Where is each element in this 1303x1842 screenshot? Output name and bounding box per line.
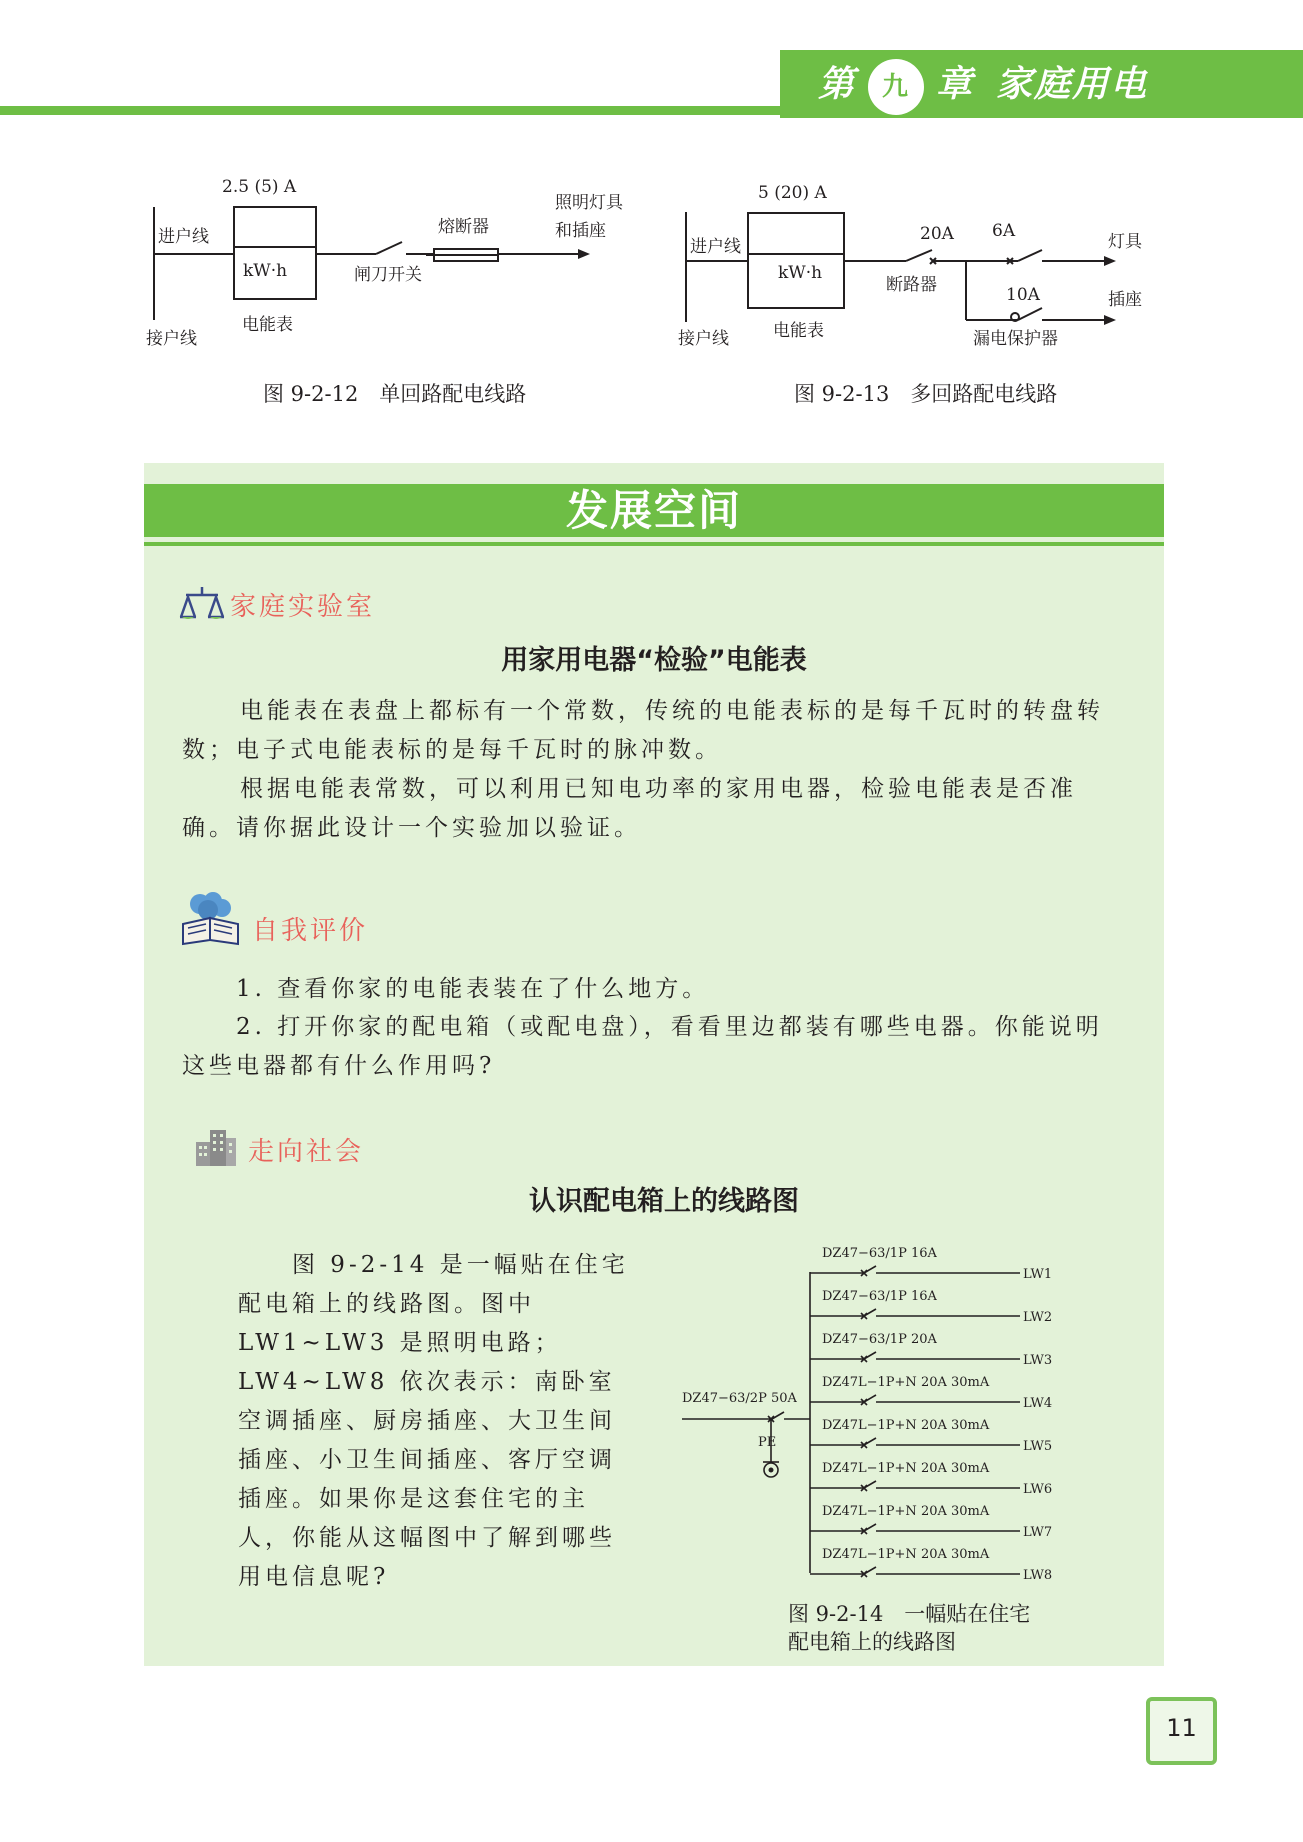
fig13-lamp-label: 灯具 <box>1108 232 1142 252</box>
fig14-branch-spec: DZ47−63/1P 20A <box>822 1332 937 1347</box>
fig13-caption: 图 9-2-13 多回路配电线路 <box>794 382 1058 406</box>
chapter-title: 家庭用电 <box>996 63 1149 105</box>
fig12-incoming-label: 进户线 <box>158 227 209 247</box>
fig12-switch-label: 闸刀开关 <box>354 265 422 285</box>
fig13-meter-label: 电能表 <box>773 321 824 341</box>
fig14-branch-line: LW8 <box>1023 1568 1053 1583</box>
fig12-meter-unit: kW·h <box>243 261 288 281</box>
panel-title: 发展空间 <box>565 486 742 535</box>
fig14-main-breaker <box>772 1412 784 1419</box>
fig12-knife-switch <box>376 242 402 254</box>
fig14-branch-line: LW7 <box>1023 1525 1053 1540</box>
fig12-arrow <box>578 249 590 259</box>
fig14-branch <box>810 1375 1052 1411</box>
fig12-load-line1: 照明灯具 <box>555 193 623 213</box>
fig14-branch-spec: DZ47L−1P+N 20A 30mA <box>822 1375 990 1390</box>
lab-subtitle: 用家用电器“检验”电能表 <box>501 645 807 676</box>
fig14-branch <box>810 1504 1052 1540</box>
fig13-socket-label: 插座 <box>1108 290 1142 310</box>
fig14-main-label: DZ47−63/2P 50A <box>682 1391 797 1406</box>
fig13-lamp-rating: 6A <box>992 221 1016 241</box>
fig14-branch-line: LW3 <box>1023 1353 1053 1368</box>
fig14-branch <box>810 1418 1052 1454</box>
eval-question-1: 1. 查看你家的电能表装在了什么地方。 <box>236 976 710 1002</box>
fig13-socket-rating: 10A <box>1006 285 1040 305</box>
fig14-branch-spec: DZ47L−1P+N 20A 30mA <box>822 1547 990 1562</box>
fig13-incoming-label: 进户线 <box>690 237 741 257</box>
fig14-branch <box>810 1332 1052 1368</box>
fig14-branch-line: LW6 <box>1023 1482 1053 1497</box>
society-heading: 走向社会 <box>248 1137 365 1167</box>
figure-multi-circuit <box>670 170 1190 410</box>
fig14-branch-line: LW4 <box>1023 1396 1053 1411</box>
fig14-branch-spec: DZ47L−1P+N 20A 30mA <box>822 1504 990 1519</box>
fig13-service-label: 接户线 <box>678 329 729 349</box>
fig14-branch-spec: DZ47L−1P+N 20A 30mA <box>822 1461 990 1476</box>
fig13-breaker <box>906 250 932 261</box>
fig13-rcd-switch <box>1018 308 1042 320</box>
fig14-caption-line1: 图 9-2-14 一幅贴在住宅 <box>788 1602 1031 1626</box>
scale-icon <box>180 585 224 621</box>
figure-single-circuit <box>130 170 623 410</box>
building-icon <box>194 1128 238 1168</box>
fig12-rating: 2.5 (5) A <box>222 177 297 197</box>
fig13-rating: 5 (20) A <box>758 183 827 203</box>
fig13-meter-box <box>748 213 844 308</box>
lab-heading: 家庭实验室 <box>230 592 376 622</box>
fig14-branch-line: LW5 <box>1023 1439 1053 1454</box>
chapter-prefix: 第 <box>818 63 857 105</box>
fig14-branch <box>810 1246 1052 1282</box>
page-number: 11 <box>1166 1714 1197 1742</box>
fig13-socket-arrow <box>1104 315 1116 325</box>
lab-paragraph-1: 电能表在表盘上都标有一个常数，传统的电能表标的是每千瓦时的转盘转数；电子式电能表标的是每千瓦时的脉冲数。 <box>182 698 1104 763</box>
fig14-branch-spec: DZ47−63/1P 16A <box>822 1289 937 1304</box>
chapter-number-badge: 九 <box>868 59 924 115</box>
panel-title-rule <box>144 542 1164 546</box>
fig14-branch <box>810 1461 1052 1497</box>
fig14-branch-line: LW2 <box>1023 1310 1053 1325</box>
fig14-branches <box>810 1246 1052 1583</box>
fig13-rcd-label: 漏电保护器 <box>973 329 1058 349</box>
fig13-breaker-rating: 20A <box>920 224 954 244</box>
fig14-pe-label: PE <box>758 1435 777 1450</box>
fig12-fuse-label: 熔断器 <box>438 217 489 237</box>
eval-heading: 自我评价 <box>252 916 369 946</box>
fig12-caption: 图 9-2-12 单回路配电线路 <box>263 382 527 406</box>
fig14-branch-line: LW1 <box>1023 1267 1053 1282</box>
fig14-caption-line2: 配电箱上的线路图 <box>788 1630 956 1654</box>
fig13-lamp-arrow <box>1104 256 1116 266</box>
chapter-heading <box>818 56 1148 115</box>
fig13-breaker-label: 断路器 <box>886 275 937 295</box>
fig12-load-line2: 和插座 <box>555 221 606 241</box>
eval-question-2: 2. 打开你家的配电箱（或配电盘），看看里边都装有哪些电器。你能说明这些电器都有什么作用吗? <box>182 1014 1103 1079</box>
chapter-suffix: 章 <box>936 63 975 105</box>
fig14-branch-spec: DZ47L−1P+N 20A 30mA <box>822 1418 990 1433</box>
book-icon <box>180 892 242 944</box>
fig12-service-label: 接户线 <box>146 329 197 349</box>
fig12-meter-label: 电能表 <box>242 315 293 335</box>
fig14-branch-spec: DZ47−63/1P 16A <box>822 1246 937 1261</box>
society-paragraph: 图 9-2-14 是一幅贴在住宅配电箱上的线路图。图中 LW1~LW3 是照明电路；LW4~LW8 依次表示：南卧室空调插座、厨房插座、大卫生间插座、小卫生间插座、客厅空调插座。如果你是这套住宅的主人，你能从这幅图中了解到哪些用电信息呢? <box>238 1252 629 1590</box>
fig13-meter-unit: kW·h <box>778 263 823 283</box>
fig13-lamp-switch <box>1018 250 1042 261</box>
fig12-meter-box <box>234 207 316 299</box>
lab-paragraph-2: 根据电能表常数，可以利用已知电功率的家用电器，检验电能表是否准确。请你据此设计一个实验加以验证。 <box>182 776 1077 841</box>
fig14-branch <box>810 1547 1052 1583</box>
fig14-branch <box>810 1289 1052 1325</box>
figure-distribution-box <box>680 1240 1080 1583</box>
society-subtitle: 认识配电箱上的线路图 <box>529 1186 799 1217</box>
